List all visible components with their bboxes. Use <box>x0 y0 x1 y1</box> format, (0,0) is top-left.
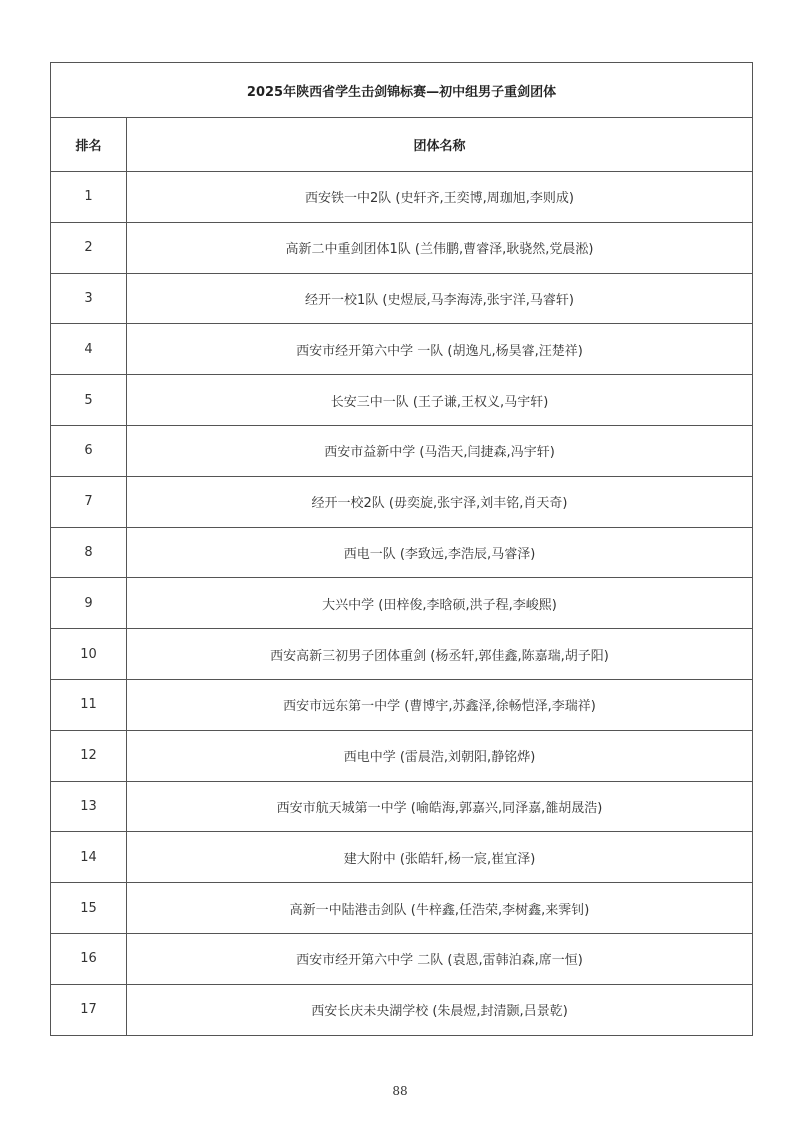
table-row <box>51 781 753 832</box>
table-row <box>51 933 753 984</box>
table-row <box>51 832 753 883</box>
team-cell: 西安市航天城第一中学 (喻皓海,郭嘉兴,同泽嘉,雒胡晟浩) <box>127 781 753 832</box>
table-row <box>51 527 753 578</box>
team-cell: 西安长庆未央湖学校 (朱晨煜,封清颢,吕景乾) <box>127 984 753 1035</box>
table-row <box>51 375 753 426</box>
results-body <box>51 172 753 1036</box>
team-cell: 建大附中 (张皓轩,杨一宸,崔宜泽) <box>127 832 753 883</box>
team-cell: 西安市经开第六中学 一队 (胡逸凡,杨昊睿,汪楚祥) <box>127 324 753 375</box>
rank-cell: 8 <box>51 527 127 578</box>
rank-cell: 16 <box>51 933 127 984</box>
rank-cell: 15 <box>51 883 127 934</box>
team-cell: 西安市经开第六中学 二队 (袁恩,雷韩泊森,席一恒) <box>127 933 753 984</box>
table-row <box>51 476 753 527</box>
rank-cell: 1 <box>51 172 127 223</box>
table-row <box>51 679 753 730</box>
rank-cell: 7 <box>51 476 127 527</box>
team-cell: 长安三中一队 (王子谦,王权义,马宇轩) <box>127 375 753 426</box>
rank-cell: 12 <box>51 730 127 781</box>
table-row <box>51 883 753 934</box>
table-row <box>51 984 753 1035</box>
rank-cell: 10 <box>51 629 127 680</box>
team-cell: 经开一校1队 (史煜辰,马李海涛,张宇洋,马睿轩) <box>127 273 753 324</box>
table-row <box>51 578 753 629</box>
page-number: 88 <box>392 1084 408 1098</box>
rank-cell: 14 <box>51 832 127 883</box>
table-row <box>51 629 753 680</box>
team-cell: 西安高新三初男子团体重剑 (杨丞轩,郭佳鑫,陈嘉瑞,胡子阳) <box>127 629 753 680</box>
table-title: 2025年陕西省学生击剑锦标赛—初中组男子重剑团体 <box>51 63 753 118</box>
team-cell: 西安市益新中学 (马浩天,闫捷森,冯宇轩) <box>127 425 753 476</box>
results-table <box>50 62 753 1036</box>
rank-cell: 2 <box>51 222 127 273</box>
table-row <box>51 222 753 273</box>
team-cell: 高新一中陆港击剑队 (牛梓鑫,任浩荣,李树鑫,来霁钊) <box>127 883 753 934</box>
rank-cell: 17 <box>51 984 127 1035</box>
team-cell: 西安铁一中2队 (史轩齐,王奕博,周珈旭,李则成) <box>127 172 753 223</box>
team-name-header: 团体名称 <box>127 118 753 172</box>
table-header-row <box>51 118 753 172</box>
team-cell: 西安市远东第一中学 (曹博宇,苏鑫泽,徐畅恺泽,李瑞祥) <box>127 679 753 730</box>
team-cell: 西电一队 (李致远,李浩辰,马睿泽) <box>127 527 753 578</box>
table-row <box>51 324 753 375</box>
table-row <box>51 172 753 223</box>
team-cell: 高新二中重剑团体1队 (兰伟鹏,曹睿泽,耿骁然,党晨淞) <box>127 222 753 273</box>
team-cell: 大兴中学 (田梓俊,李晗硕,洪子程,李峻熙) <box>127 578 753 629</box>
rank-cell: 3 <box>51 273 127 324</box>
team-cell: 西电中学 (雷晨浩,刘朝阳,静铭烨) <box>127 730 753 781</box>
table-row <box>51 425 753 476</box>
team-cell: 经开一校2队 (毋奕旋,张宇泽,刘丰铭,肖天奇) <box>127 476 753 527</box>
table-row <box>51 273 753 324</box>
table-title-row <box>51 63 753 118</box>
table-row <box>51 730 753 781</box>
rank-cell: 5 <box>51 375 127 426</box>
rank-cell: 4 <box>51 324 127 375</box>
rank-cell: 6 <box>51 425 127 476</box>
rank-cell: 13 <box>51 781 127 832</box>
rank-cell: 11 <box>51 679 127 730</box>
rank-header: 排名 <box>51 118 127 172</box>
rank-cell: 9 <box>51 578 127 629</box>
